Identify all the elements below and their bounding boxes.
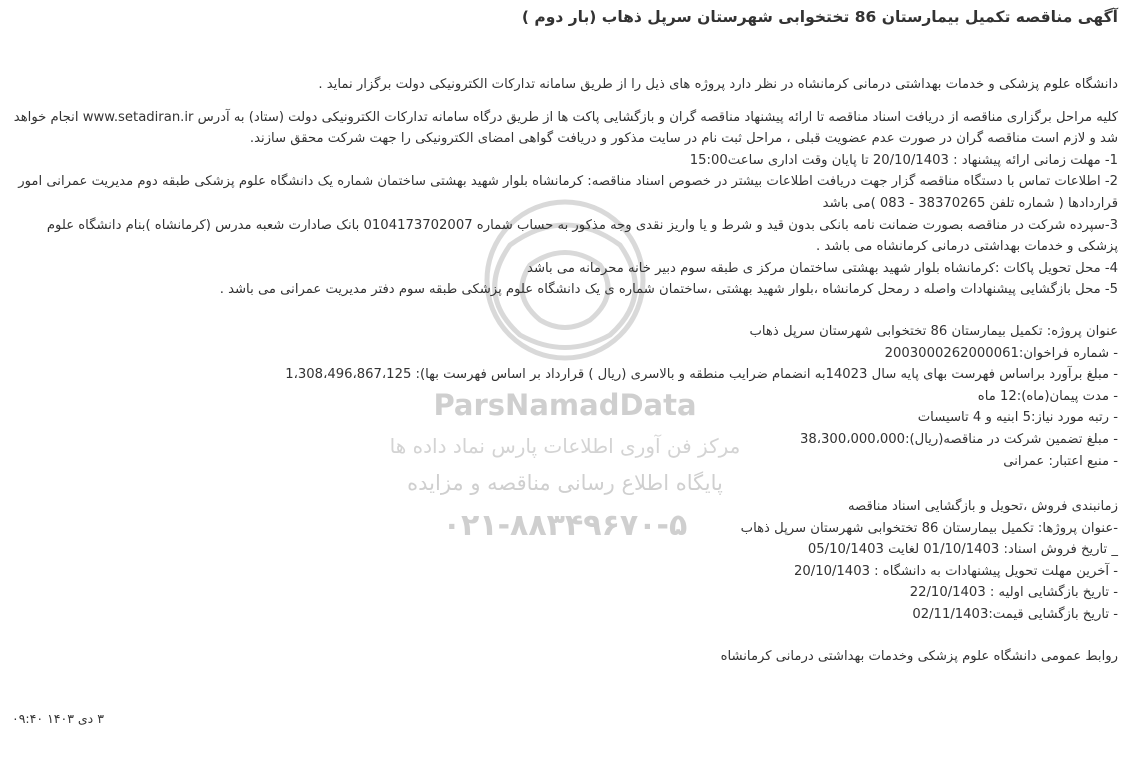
schedule-sale-dates: _ تاریخ فروش اسناد: 01/10/1403 لغایت 05/10/1403 [807, 542, 1118, 558]
announcement-body [12, 74, 1118, 667]
schedule-heading: زمانبندی فروش ،تحویل و بازگشایی اسناد مناقصه [847, 499, 1118, 515]
condition-item-2: 2- اطلاعات تماس با دستگاه مناقصه گزار جهت دریافت اطلاعات بیشتر در خصوص اسناد مناقصه: کرمانشاه بلوار شهید بهشتی ساختمان شماره یک دانشگاه علوم پزشکی طبقه دوم مدیریت عمرانی امور قراردادها ( شماره تلفن 38370265 - 083 )می باشد [18, 174, 1118, 211]
intro-paragraph: دانشگاه علوم پزشکی و خدمات بهداشتی درمانی کرمانشاه در نظر دارد پروژه های ذیل را از طریق سامانه تدارکات الکترونیکی دولت برگزار نماید . [318, 77, 1118, 92]
watermark-phone: ۰۲۱-۸۸۳۴۹۶۷۰-۵ [442, 508, 688, 543]
spacer [12, 301, 1118, 321]
condition-item-5: 5- محل بازگشایی پیشنهادات واصله د رمحل کرمانشاه ،بلوار شهید بهشتی ،ساختمان شماره ی یک دانشگاه علوم پزشکی طبقه سوم دفتر مدیریت عمرانی می باشد . [219, 282, 1118, 298]
schedule-initial-opening: - تاریخ بازگشایی اولیه : 22/10/1403 [909, 585, 1118, 601]
watermark-brand: ParsNamadData [433, 388, 697, 422]
project-call-number: - شماره فراخوان:2003000262000061 [884, 345, 1118, 361]
schedule-price-opening: - تاریخ بازگشایی قیمت:02/11/1403 [912, 607, 1118, 623]
condition-item-3: 3-سپرده شرکت در مناقصه بصورت ضمانت نامه بانکی بدون قید و شرط و یا واریز نقدی وجه مذکور به حساب شماره 0104173702007 بانک صادارت شعبه مدرس (کرمانشاه )بنام دانشگاه علوم پزشکی و خدمات بهداشتی درمانی کرمانشاه می باشد . [46, 217, 1118, 255]
condition-item-1: 1- مهلت زمانی ارائه پیشنهاد : 20/10/1403 تا پایان وقت اداری ساعت15:00 [689, 152, 1118, 168]
project-funding-source: - منبع اعتبار: عمرانی [1003, 453, 1118, 469]
public-relations-signature: روابط عمومی دانشگاه علوم پزشکی وخدمات بهداشتی درمانی کرمانشاه [720, 648, 1118, 664]
schedule-project: -عنوان پروژها: تکمیل بیمارستان 86 تختخوابی شهرستان سرپل ذهاب [740, 520, 1118, 536]
spacer [12, 472, 1118, 496]
project-duration: - مدت پیمان(ماه):12 ماه [977, 388, 1118, 404]
watermark-portal: پایگاه اطلاع رسانی مناقصه و مزایده [407, 471, 723, 495]
announcement-title: آگهی مناقصه تکمیل بیمارستان 86 تختخوابی شهرستان سرپل ذهاب (بار دوم ) [521, 8, 1118, 26]
procedure-paragraph: کلیه مراحل برگزاری مناقصه از دریافت اسناد مناقصه تا ارائه پیشنهاد مناقصه گران و بازگشایی پاکت ها از طریق درگاه سامانه تدارکات الکترونیکی دولت (ستاد) به آدرس www.setadiran.ir انجام خواهد شد و لازم است مناقصه گران در صورت عدم عضویت قبلی ، مراحل ثبت نام در سایت مذکور و دریافت گواهی امضای الکترونیکی را جهت شرکت محقق سازند. [13, 109, 1118, 147]
publish-date: ۳ دی ۱۴۰۳ ۰۹:۴۰ [12, 711, 104, 726]
project-estimate: - مبلغ برآورد براساس فهرست بهای پایه سال 14023به انضمام ضرایب منطقه و بالاسری (ریال ) قرارداد بر اساس فهرست بها): 1،308،496،867،125 [285, 367, 1118, 383]
project-guarantee: - مبلغ تضمین شرکت در مناقصه(ریال):38،300،000،000 [800, 431, 1118, 447]
schedule-deadline: - آخرین مهلت تحویل پیشنهادات به دانشگاه : 20/10/1403 [793, 563, 1118, 579]
spacer [12, 96, 1118, 107]
watermark-tagline: مرکز فن آوری اطلاعات پارس نماد داده ها [389, 434, 741, 458]
spacer [12, 626, 1118, 646]
condition-item-4: 4- محل تحویل پاکات :کرمانشاه بلوار شهید بهشتی ساختمان مرکز ی طبقه سوم دبیر خانه محرمانه می باشد [527, 260, 1118, 276]
project-title: عنوان پروژه: تکمیل بیمارستان 86 تختخوابی شهرستان سرپل ذهاب [749, 323, 1118, 339]
project-grade: - رتبه مورد نیاز:5 ابنیه و 4 تاسیسات [917, 410, 1118, 426]
